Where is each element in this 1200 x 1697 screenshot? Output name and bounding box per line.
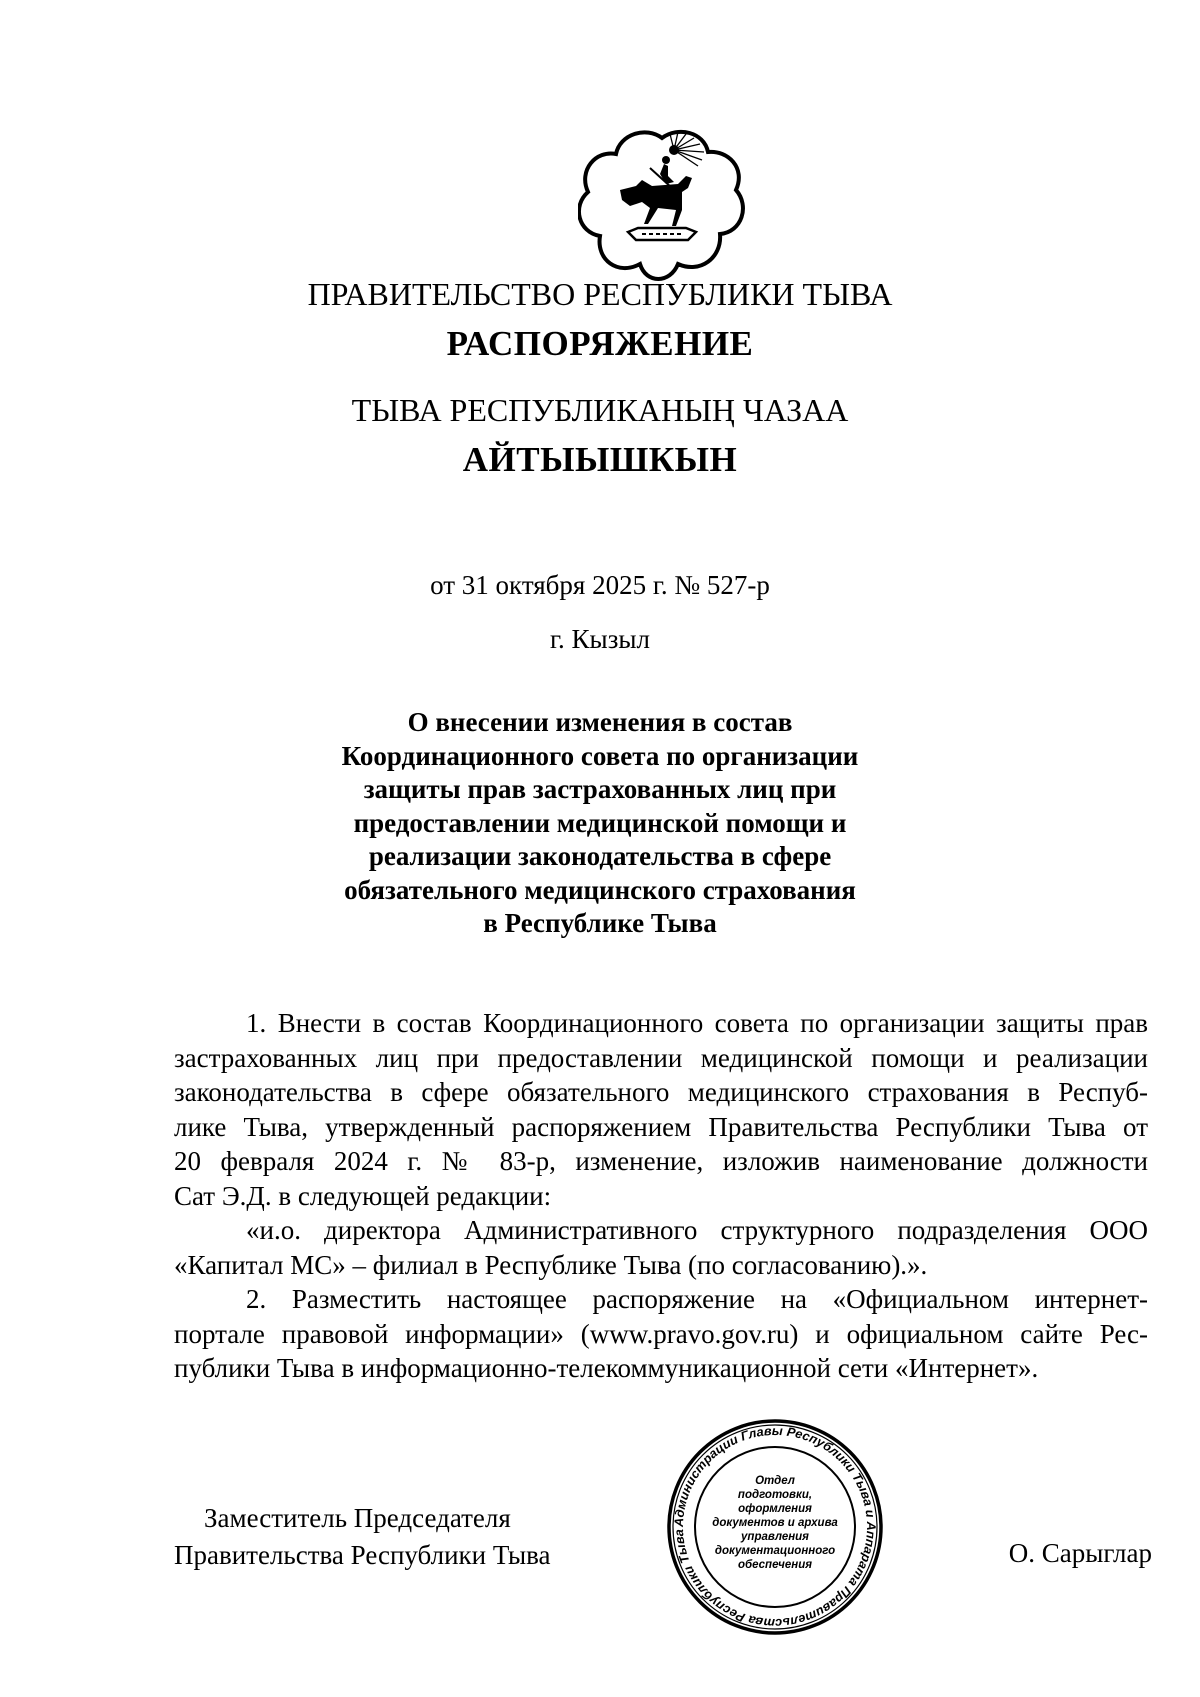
title-line: защиты прав застрахованных лиц при — [363, 774, 837, 804]
government-name-ru: ПРАВИТЕЛЬСТВО РЕСПУБЛИКИ ТЫВА — [307, 276, 893, 312]
position-line-2: Правительства Республики Тыва — [174, 1540, 551, 1570]
official-stamp — [666, 1418, 884, 1636]
tuva-coat-of-arms-icon — [578, 128, 746, 284]
title-line: Координационного совета по организации — [341, 740, 859, 771]
paragraph-1-line: Сат Э.Д. в следующей редакции: — [174, 1180, 552, 1211]
title-line: реализации законодательства в сфере — [368, 841, 832, 871]
paragraph-2-line: публики Тыва в информационно-телекоммуникационной сети «Интернет». — [174, 1353, 1039, 1383]
paragraph-2-line: 2. Разместить настоящее распоряжение на «Официальном интернет- — [246, 1284, 1148, 1314]
paragraph-1-line: застрахованных лиц при предоставлении медицинской помощи и реализации — [174, 1042, 1148, 1073]
title-line: О внесении изменения в состав — [407, 707, 793, 737]
svg-text:обеспечения: обеспечения — [737, 1559, 813, 1571]
title-line: обязательного медицинского страхования — [344, 874, 856, 905]
document-city: г. Кызыл — [550, 624, 650, 654]
svg-text:оформления: оформления — [738, 1503, 812, 1515]
document-type-tyv: АЙТЫЫШКЫН — [462, 440, 738, 479]
document-body — [174, 1006, 1148, 1386]
document-title — [0, 706, 1200, 941]
paragraph-1-line: 1. Внести в состав Координационного совета по организации защиты прав — [246, 1008, 1148, 1038]
svg-text:управления: управления — [741, 1531, 809, 1543]
paragraph-1-line: 20 февраля 2024 г. № 83-р, изменение, изложив наименование должности — [174, 1146, 1148, 1176]
quote-line: «и.о. директора Административного структурного подразделения ООО — [246, 1215, 1148, 1245]
quote-line: «Капитал МС» – филиал в Республике Тыва (по согласованию).». — [174, 1249, 928, 1280]
position-line-1: Заместитель Председателя — [204, 1503, 511, 1533]
paragraph-1-line: лике Тыва, утвержденный распоряжением Правительства Республики Тыва от — [174, 1111, 1148, 1142]
document-date-number: от 31 октября 2025 г. № 527-р — [430, 570, 770, 600]
svg-text:документов и архива: документов и архива — [712, 1517, 838, 1529]
svg-text:Отдел: Отдел — [755, 1475, 795, 1487]
title-line: предоставлении медицинской помощи и — [353, 807, 847, 838]
document-type-ru: РАСПОРЯЖЕНИЕ — [446, 324, 754, 363]
svg-text:подготовки,: подготовки, — [737, 1489, 813, 1501]
paragraph-1-line: законодательства в сфере обязательного медицинского страхования в Респуб- — [174, 1077, 1148, 1107]
paragraph-2-line: портале правовой информации» (www.pravo.gov.ru) и официальном сайте Рес- — [174, 1318, 1148, 1349]
signatory-position — [174, 1500, 551, 1574]
signatory-name: О. Сарыглар — [1008, 1538, 1152, 1568]
svg-text:Администрации Главы Республики: Администрации Главы Республики Тыва и Аппарата Правительства Республики Тыва — [671, 1423, 879, 1631]
title-line: в Республике Тыва — [483, 908, 717, 938]
government-name-tyv: ТЫВА РЕСПУБЛИКАНЫҢ ЧАЗАА — [351, 392, 849, 428]
svg-text:документационного: документационного — [714, 1545, 836, 1557]
